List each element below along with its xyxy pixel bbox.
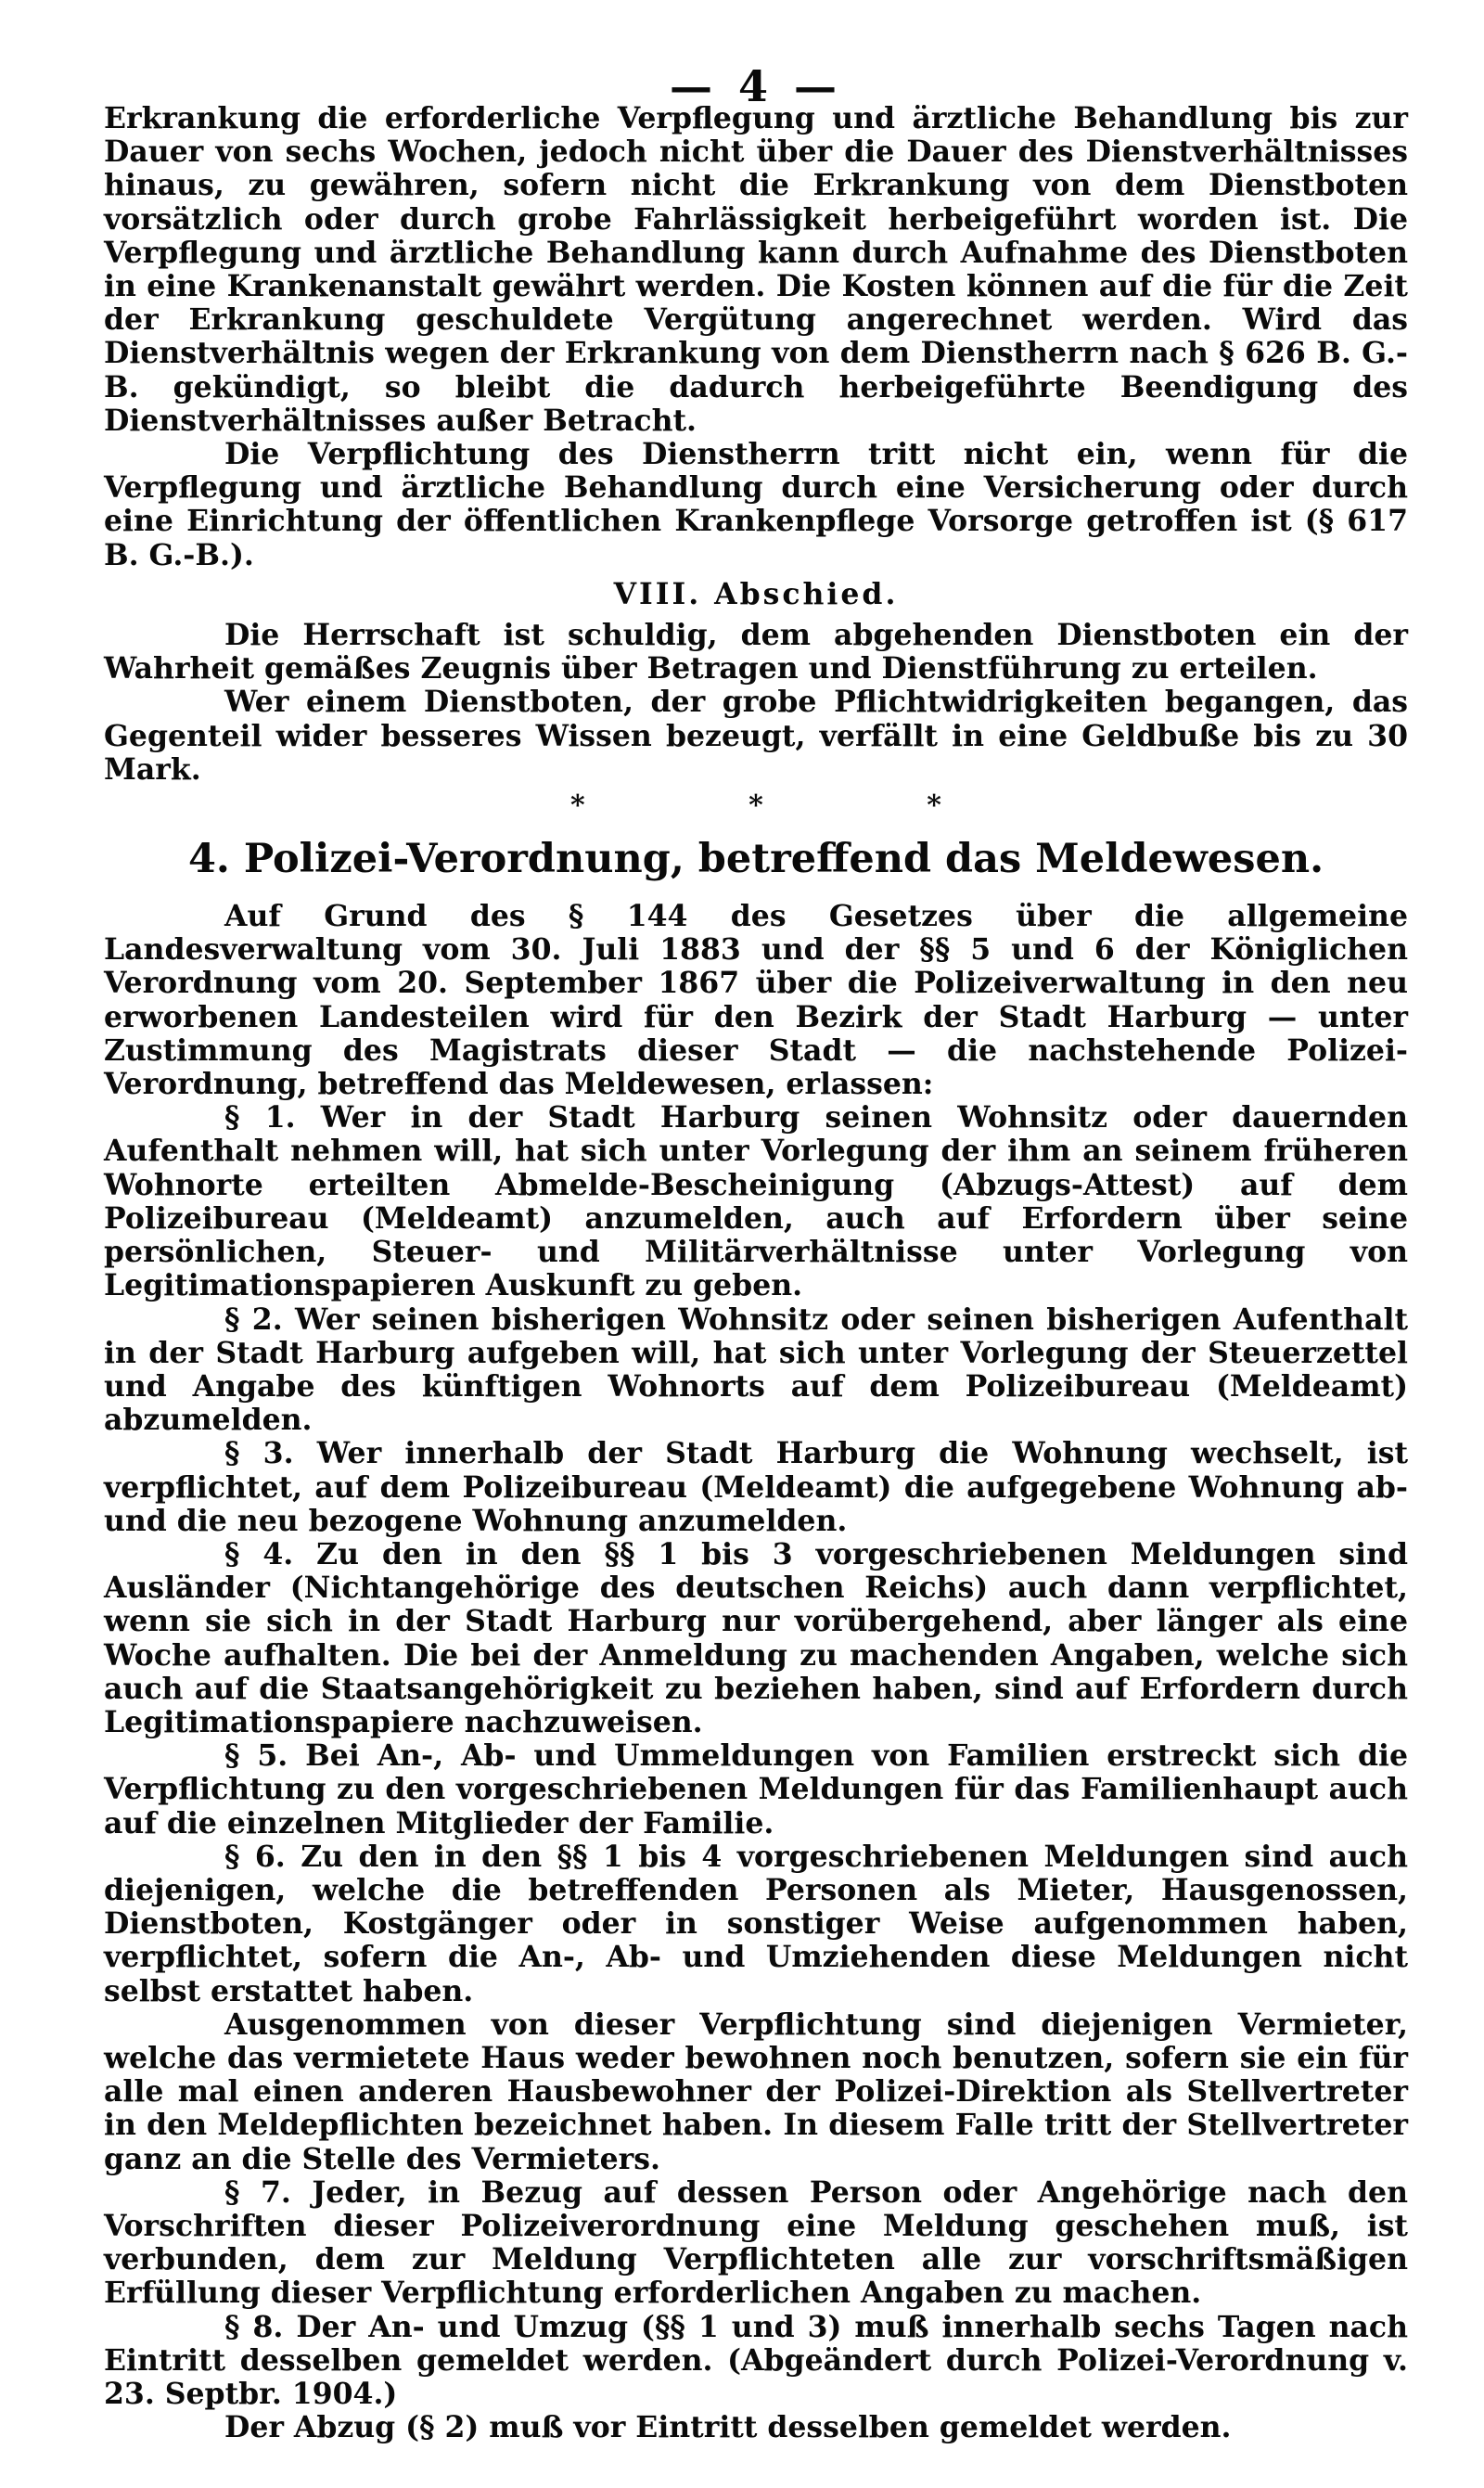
asterisk: * [927,789,941,823]
asterisk: * [748,789,763,823]
ordinance-section-2: § 2. Wer seinen bisherigen Wohnsitz oder seinen bisherigen Aufenthalt in der Stadt Harburg aufgeben will, hat sich unter Vorlegung der Steuerzettel und Angabe des künftigen Wohnorts auf dem Polizeibureau (Meldeamt) abzumelden. [104,1302,1408,1438]
asterisk-separator [570,789,941,823]
paragraph-geldbusse: Wer einem Dienstboten, der grobe Pflichtwidrigkeiten begangen, das Gegenteil wider besseres Wissen bezeugt, verfällt in eine Geldbuße bis zu 30 Mark. [104,685,1408,787]
ordinance-section-8-abzug: Der Abzug (§ 2) muß vor Eintritt desselben gemeldet werden. [224,2410,1232,2445]
ordinance-section-6: § 6. Zu den in den §§ 1 bis 4 vorgeschriebenen Meldungen sind auch diejenigen, welche die betreffenden Personen als Mieter, Hausgenossen, Dienstboten, Kostgänger oder in sonstiger Weise aufgenommen haben, verpflichtet, sofern die An-, Ab- und Umziehenden diese Meldungen nicht selbst erstattet haben. [104,1839,1408,2008]
ordinance-section-7: § 7. Jeder, in Bezug auf dessen Person oder Angehörige nach den Vorschriften dieser Polizeiverordnung eine Meldung geschehen muß, ist verbunden, dem zur Meldung Verpflichteten alle zur vorschriftsmäßigen Erfüllung dieser Verpflichtung erforderlichen Angaben zu machen. [104,2174,1408,2311]
paragraph-verpflichtung-dienstherrn: Die Verpflichtung des Dienstherrn tritt nicht ein, wenn für die Verpflegung und ärztliche Behandlung durch eine Versicherung oder durch eine Einrichtung der öffentlichen Krankenpflege Vorsorge getroffen ist (§ 617 B. G.-B.). [104,437,1408,572]
ordinance-title: 4. Polizei-Verordnung, betreffend das Meldewesen. [187,836,1324,883]
section-heading-abschied: VIII. Abschied. [613,576,899,611]
ordinance-section-5: § 5. Bei An-, Ab- und Ummeldungen von Familien erstreckt sich die Verpflichtung zu den vorgeschriebenen Meldungen für das Familienhaupt auch auf die einzelnen Mitglieder der Familie. [104,1738,1408,1840]
ordinance-section-3: § 3. Wer innerhalb der Stadt Harburg die Wohnung wechselt, ist verpflichtet, auf dem Polizeibureau (Meldeamt) die aufgegebene Wohnung ab- und die neu bezogene Wohnung anzumelden. [104,1436,1408,1538]
paragraph-erkrankung: Erkrankung die erforderliche Verpflegung und ärztliche Behandlung bis zur Dauer von sechs Wochen, jedoch nicht über die Dauer des Dienstverhältnisses hinaus, zu gewähren, sofern nicht die Erkrankung von dem Dienstboten vorsätzlich oder durch grobe Fahrlässigkeit herbeigeführt worden ist. Die Verpflegung und ärztliche Behandlung kann durch Aufnahme des Dienstboten in eine Krankenanstalt gewährt werden. Die Kosten können auf die für die Zeit der Erkrankung geschuldete Vergütung angerechnet werden. Wird das Dienstverhältnis wegen der Erkrankung von dem Dienstherrn nach § 626 B. G.-B. gekündigt, so bleibt die dadurch herbeigeführte Beendigung des Dienstverhältnisses außer Betracht. [104,101,1408,438]
ordinance-section-6-exception: Ausgenommen von dieser Verpflichtung sind diejenigen Vermieter, welche das vermietete Haus weder bewohnen noch benutzen, sofern sie ein für alle mal einen anderen Hausbewohner der Polizei-Direktion als Stellvertreter in den Meldepflichten bezeichnet haben. In diesem Falle tritt der Stellvertreter ganz an die Stelle des Vermieters. [104,2007,1408,2176]
ordinance-section-8: § 8. Der An- und Umzug (§§ 1 und 3) muß innerhalb sechs Tagen nach Eintritt desselben gemeldet werden. (Abgeändert durch Polizei-Verordnung v. 23. Septbr. 1904.) [104,2309,1408,2411]
page-number: — 4 — [669,61,843,111]
ordinance-section-4: § 4. Zu den in den §§ 1 bis 3 vorgeschriebenen Meldungen sind Ausländer (Nichtangehörige des deutschen Reichs) auch dann verpflichtet, wenn sie sich in der Stadt Harburg nur vorübergehend, aber länger als eine Woche aufhalten. Die bei der Anmeldung zu machenden Angaben, welche sich auch auf die Staatsangehörigkeit zu beziehen haben, sind auf Erfordern durch Legitimationspapiere nachzuweisen. [104,1536,1408,1739]
paragraph-zeugnis: Die Herrschaft ist schuldig, dem abgehenden Dienstboten ein der Wahrheit gemäßes Zeugnis über Betragen und Dienstführung zu erteilen. [104,618,1408,686]
ordinance-intro: Auf Grund des § 144 des Gesetzes über die allgemeine Landesverwaltung vom 30. Juli 1883 und der §§ 5 und 6 der Königlichen Verordnung vom 20. September 1867 über die Polizeiverwaltung in den neu erworbenen Landesteilen wird für den Bezirk der Stadt Harburg — unter Zustimmung des Magistrats dieser Stadt — die nachstehende Polizei-Verordnung, betreffend das Meldewesen, erlassen: [104,899,1408,1102]
asterisk: * [570,789,585,823]
ordinance-section-1: § 1. Wer in der Stadt Harburg seinen Wohnsitz oder dauernden Aufenthalt nehmen will, hat sich unter Vorlegung der ihm an seinem früheren Wohnorte erteilten Abmelde-Bescheinigung (Abzugs-Attest) auf dem Polizeibureau (Meldeamt) anzumelden, auch auf Erfordern über seine persönlichen, Steuer- und Militärverhältnisse unter Vorlegung von Legitimationspapieren Auskunft zu geben. [104,1100,1408,1303]
